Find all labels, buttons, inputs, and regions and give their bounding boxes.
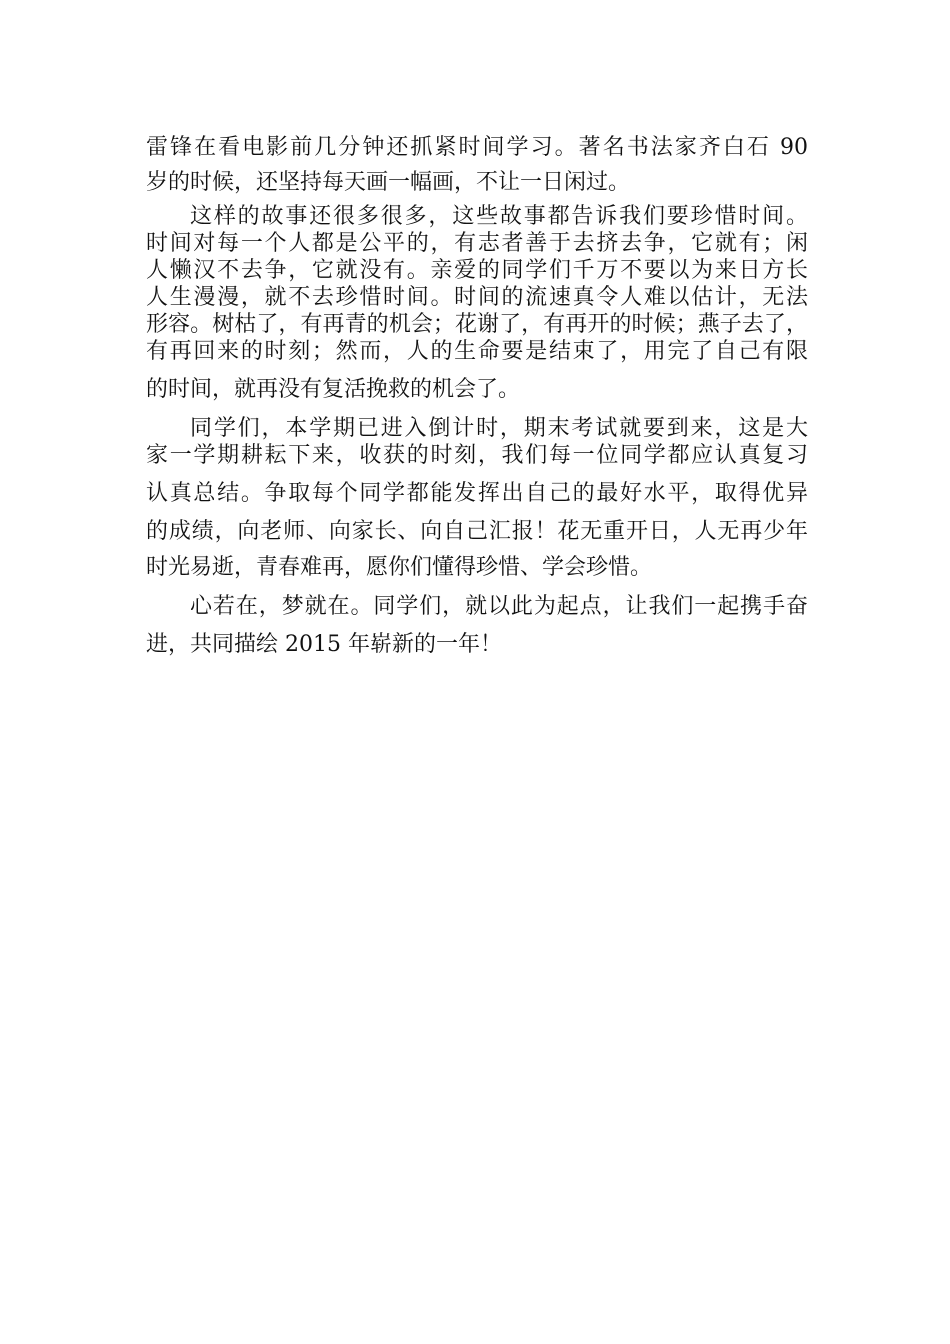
paragraph-line: 时光易逝，青春难再，愿你们懂得珍惜、学会珍惜。 [146, 555, 653, 580]
document-body [146, 134, 808, 659]
paragraph-line: 的时间，就再没有复活挽救的机会了。 [146, 377, 521, 402]
paragraph-4 [146, 593, 808, 659]
paragraph-3 [146, 415, 808, 582]
paragraph-line: 心若在，梦就在。同学们，就以此为起点，让我们一起携手奋 [190, 594, 808, 619]
paragraph-line: 认真总结。争取每个同学都能发挥出自己的最好水平，取得优异 [146, 481, 808, 506]
paragraph-line: 家一学期耕耘下来，收获的时刻，我们每一位同学都应认真复习 [146, 443, 808, 468]
paragraph-line: 雷锋在看电影前几分钟还抓紧时间学习。著名书法家齐白石 90 [146, 135, 808, 160]
paragraph-line: 有再回来的时刻；然而，人的生命要是结束了，用完了自己有限 [146, 339, 808, 364]
paragraph-line: 岁的时候，还坚持每天画一幅画，不让一日闲过。 [146, 170, 631, 195]
paragraph-line: 人懒汉不去争，它就没有。亲爱的同学们千万不要以为来日方长 [146, 258, 808, 283]
paragraph-1 [146, 134, 808, 197]
paragraph-line: 进，共同描绘 2015 年崭新的一年！ [146, 632, 502, 657]
paragraph-line: 人生漫漫，就不去珍惜时间。时间的流速真令人难以估计，无法 [146, 285, 808, 310]
paragraph-line: 的成绩，向老师、向家长、向自己汇报！花无重开日，人无再少年 [146, 519, 808, 544]
paragraph-line: 形容。树枯了，有再青的机会；花谢了，有再开的时候；燕子去了， [146, 312, 808, 337]
paragraph-2 [146, 203, 808, 404]
paragraph-line: 同学们，本学期已进入倒计时，期末考试就要到来，这是大 [190, 416, 808, 441]
paragraph-line: 这样的故事还很多很多，这些故事都告诉我们要珍惜时间。 [190, 204, 808, 229]
paragraph-line: 时间对每一个人都是公平的，有志者善于去挤去争，它就有；闲 [146, 231, 808, 256]
